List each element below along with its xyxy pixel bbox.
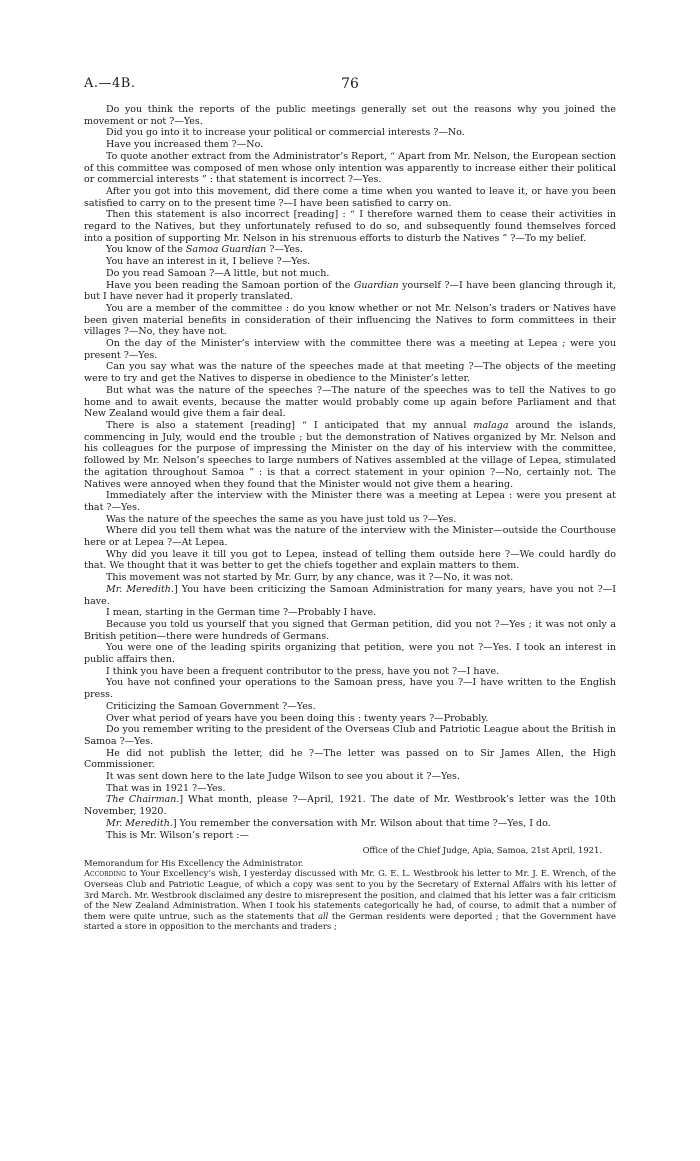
paragraph (84, 701, 616, 713)
paragraph-text: Can you say what was the nature of the speeches made at that meeting ?—The objects of the meeting were to try and get the Natives to disperse in obedience to the Minister’s letter. (84, 361, 616, 385)
document-body (84, 104, 616, 932)
paragraph-text: Have you been reading the Samoan portion of the (106, 279, 354, 291)
paragraph-text: This movement was not started by Mr. Gurr, by any chance, was it ?—No, it was not. (106, 572, 514, 584)
paragraph-text: Do you remember writing to the president of the Overseas Club and Patriotic League about the British in Samoa ?—Yes. (84, 724, 616, 747)
paragraph-text: Then this statement is also incorrect [reading] : “ I therefore warned them to cease their activities in regard to the Natives, but they unfortunately refused to do so, and subsequently found themselves forced into a position of supporting Mr. Nelson in his strenuous efforts to disturb the Natives ” ?—To my belief. (84, 209, 616, 244)
paragraph-emphasis: Mr. Meredith. (106, 583, 174, 595)
paragraph-text: You have not confined your operations to the Samoan press, have you ?—I have written to the English press. (84, 677, 616, 701)
page-header (0, 76, 700, 96)
paragraph (84, 209, 616, 244)
paragraph (84, 514, 616, 526)
paragraph-emphasis: The Chairman. (106, 794, 180, 806)
paragraph-text: I think you have been a frequent contributor to the press, have you not ?—I have. (106, 665, 500, 677)
paragraph (84, 256, 616, 268)
paragraph (84, 268, 616, 280)
paragraph-text: Do you think the reports of the public meetings generally set out the reasons why you joined the movement or not ?—Yes. (84, 104, 616, 127)
paragraph-text: He did not publish the letter, did he ?—The letter was passed on to Sir James Allen, the High Commissioner. (84, 747, 616, 771)
paragraph (84, 607, 616, 619)
evidence-text (84, 104, 616, 841)
paragraph (84, 748, 616, 771)
memo-text-body: to Your Excellency’s wish, I yesterday discussed with Mr. G. E. L. Westbrook his letter to Mr. J. E. Wrench, of the Overseas Club and Patriotic League, of which a copy was sent to you by the Secretary of External Affairs with his letter of 3rd March. Mr. Westbrook disclaimed any desire to misrepresent the position, and claimed that his letter was a fair criticism of the New Zealand Administration. When I took his statements categorically he had, of course, to admit that a number of them were quite untrue, such as the statements that (84, 868, 616, 921)
paragraph (84, 338, 616, 361)
paragraph-text: You have an interest in it, I believe ?—Yes. (106, 256, 311, 268)
paragraph-text: ] What month, please ?—April, 1921. The date of Mr. Westbrook’s letter was the 10th November, 1920. (84, 794, 616, 818)
memorandum (84, 845, 616, 932)
memo-opening-word: According (84, 868, 126, 879)
paragraph-text: Immediately after the interview with the Minister there was a meeting at Lepea : were you present at that ?—Yes. (84, 490, 616, 513)
paragraph (84, 361, 616, 384)
paragraph (84, 642, 616, 665)
paragraph-text: yourself ?—I have been glancing through it, but I have never had it properly translated. (84, 279, 616, 303)
paragraph (84, 549, 616, 572)
paragraph-text: This is Mr. Wilson’s report :— (106, 829, 249, 841)
paragraph (84, 818, 616, 830)
paragraph-text: Because you told us yourself that you signed that German petition, did you not ?—Yes ; it was not only a British petition—there were hundreds of Germans. (84, 618, 616, 642)
paragraph-text: On the day of the Minister’s interview with the committee there was a meeting at Lepea ; were you present ?—Yes. (84, 338, 616, 361)
paragraph-text: Did you go into it to increase your political or commercial interests ?—No. (106, 127, 465, 139)
paragraph-emphasis: malaga (473, 419, 509, 431)
paragraph (84, 186, 616, 209)
paragraph-text: ] You have been criticizing the Samoan Administration for many years, have you not ?—I have. (84, 583, 616, 607)
paragraph-text: You know of the (106, 244, 186, 256)
paragraph (84, 830, 616, 842)
memo-text-emphasis: all (317, 910, 329, 921)
paragraph-text: I mean, starting in the German time ?—Probably I have. (106, 607, 377, 619)
paragraph-text: There is also a statement [reading] “ I anticipated that my annual (106, 419, 474, 431)
paragraph-text: That was in 1921 ?—Yes. (106, 782, 226, 794)
paragraph (84, 713, 616, 725)
paragraph-text: Criticizing the Samoan Government ?—Yes. (106, 700, 316, 712)
page-number: 76 (341, 76, 359, 92)
paragraph-text: Where did you tell them what was the nature of the interview with the Minister—outside the Courthouse here or at Lepea ?—At Lepea. (84, 525, 616, 549)
memo-title: Memorandum for His Excellency the Administrator. (84, 857, 304, 868)
paragraph (84, 525, 616, 548)
paragraph (84, 127, 616, 139)
paragraph-text: Over what period of years have you been doing this : twenty years ?—Probably. (106, 712, 489, 724)
paragraph-text: Was the nature of the speeches the same as you have just told us ?—Yes. (106, 513, 457, 525)
paragraph (84, 244, 616, 256)
paragraph-text: Have you increased them ?—No. (106, 139, 264, 151)
paragraph (84, 619, 616, 642)
paragraph-text: You were one of the leading spirits organizing that petition, were you not ?—Yes. I took an interest in public affairs then. (84, 642, 616, 666)
memo-text-end: the German residents were deported ; that the Government have started a store in opposition to the merchants and traders ; (84, 910, 616, 932)
paragraph (84, 677, 616, 700)
paragraph (84, 572, 616, 584)
paragraph-emphasis: Samoa Guardian (185, 244, 267, 256)
document-reference: A.—4B. (84, 76, 136, 91)
paragraph (84, 139, 616, 151)
paragraph-text: around the islands, commencing in July, would end the trouble ; but the demonstration of Natives organized by Mr. Nelson and his colleagues for the purpose of impressing the Minister on the day of his interview with the committee, followed by Mr. Nelson’s speeches to large numbers of Natives assembled at the village of Lepea, stimulated the agitation throughout Samoa ” : is that a correct statement in your opinion ?—No, certainly not. The Natives were annoyed when they found that the Minister would not give them a hearing. (84, 419, 616, 490)
paragraph (84, 280, 616, 303)
paragraph-text: ] You remember the conversation with Mr. Wilson about that time ?—Yes, I do. (172, 817, 551, 829)
paragraph-text: Why did you leave it till you got to Lepea, instead of telling them outside here ?—We could hardly do that. We thought that it was better to get the chiefs together and explain matters to them. (84, 548, 616, 572)
paragraph (84, 420, 616, 490)
paragraph (84, 783, 616, 795)
paragraph-text: ?—Yes. (266, 244, 303, 256)
paragraph (84, 104, 616, 127)
paragraph (84, 303, 616, 338)
paragraph-text: You are a member of the committee : do you know whether or not Mr. Nelson’s traders or Natives have been given material benefits in consideration of their influencing the Natives to form committees in their villages ?—No, they have not. (84, 302, 616, 338)
paragraph (84, 666, 616, 678)
paragraph (84, 385, 616, 420)
paragraph (84, 724, 616, 747)
paragraph (84, 771, 616, 783)
paragraph (84, 794, 616, 817)
paragraph-text: To quote another extract from the Administrator’s Report, “ Apart from Mr. Nelson, the European section of this committee was composed of men whose only intention was apparently to increase either their political or commercial interests ” : that statement is incorrect ?—Yes. (84, 150, 616, 186)
memo-office-line: Office of the Chief Judge, Apia, Samoa, 21st April, 1921. (362, 845, 602, 856)
paragraph (84, 490, 616, 513)
paragraph-text: Do you read Samoan ?—A little, but not much. (106, 267, 330, 279)
paragraph (84, 584, 616, 607)
memo-text (84, 868, 616, 932)
paragraph-text: But what was the nature of the speeches ?—The nature of the speeches was to tell the Natives to go home and to await events, because the matter would probably come up again before Parliament and that New Zealand would give them a fair deal. (84, 384, 616, 420)
paragraph-text: It was sent down here to the late Judge Wilson to see you about it ?—Yes. (106, 771, 460, 783)
paragraph-emphasis: Mr. Meredith. (106, 817, 173, 829)
paragraph-emphasis: Guardian (353, 279, 399, 291)
paragraph-text: After you got into this movement, did there come a time when you wanted to leave it, or have you been satisfied to carry on to the present time ?—I have been satisfied to carry on. (84, 185, 616, 209)
paragraph (84, 151, 616, 186)
